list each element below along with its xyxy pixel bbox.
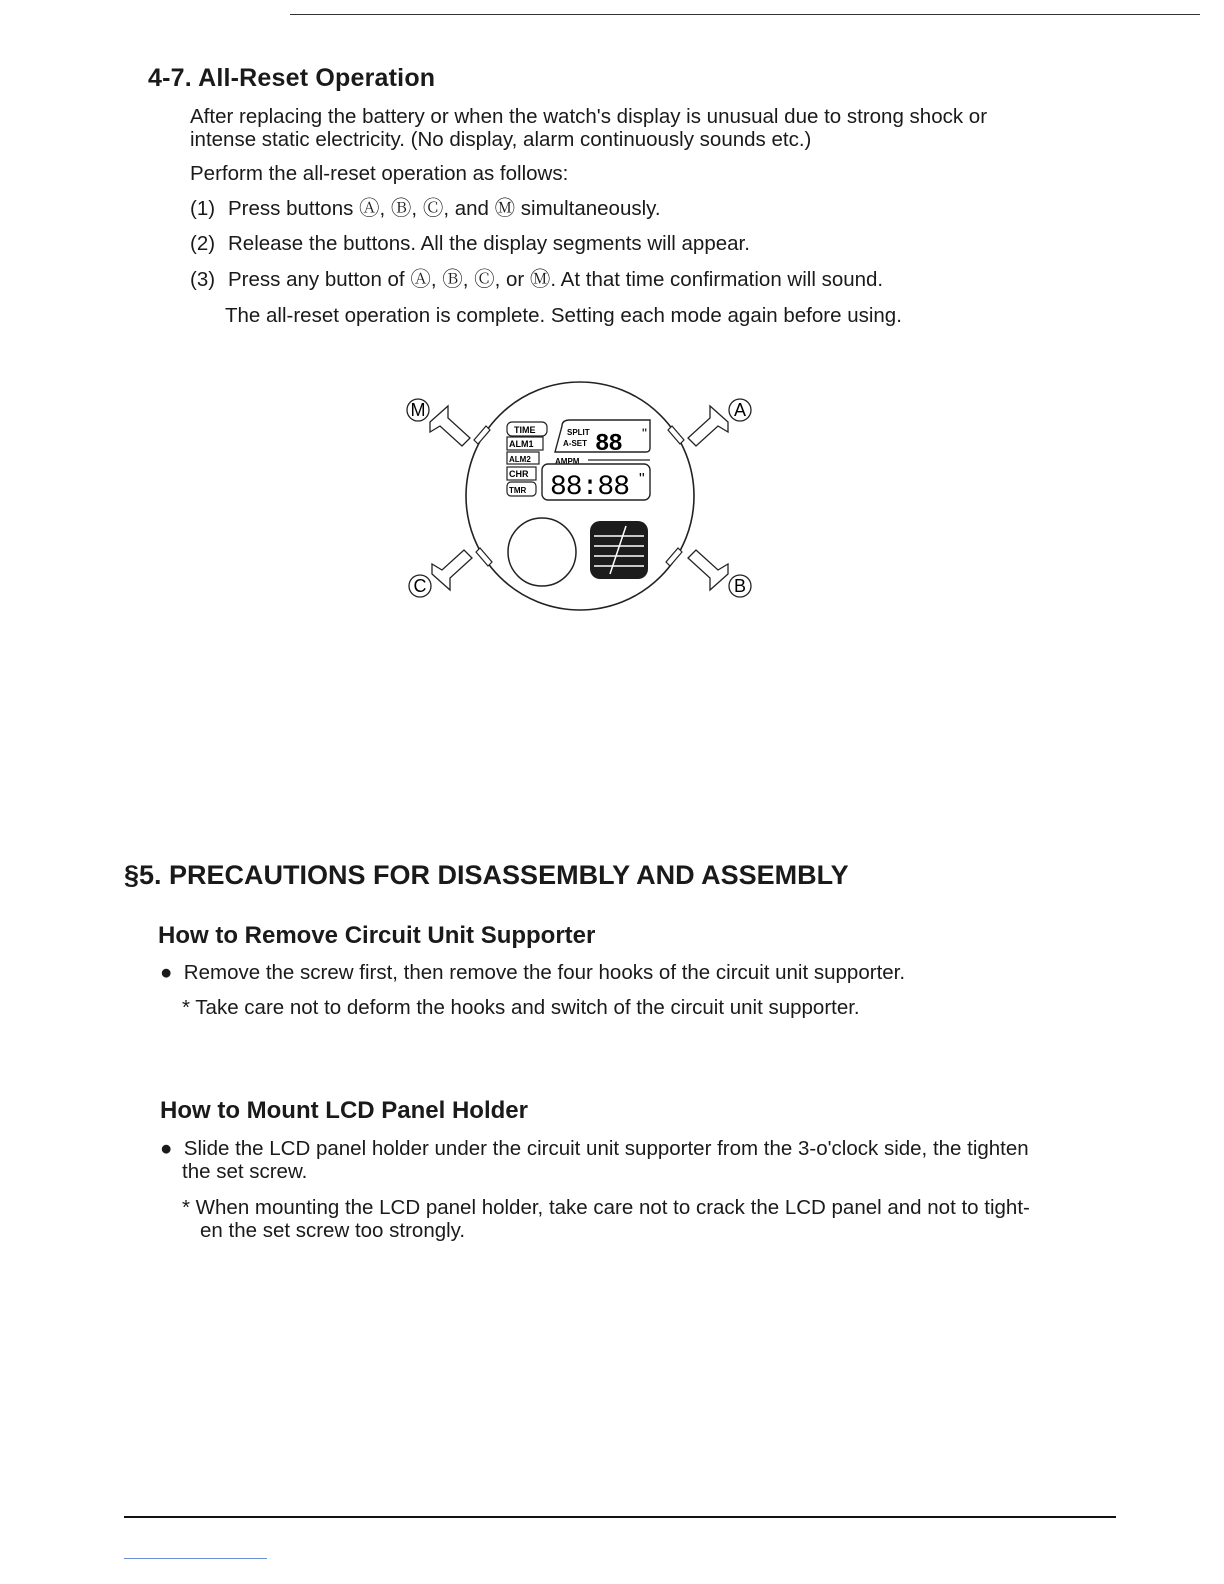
- mount-bullet-cont: the set screw.: [182, 1160, 308, 1183]
- button-a-stem: [668, 426, 684, 444]
- remove-bullet: [160, 961, 905, 984]
- watch-module-diagram: [390, 376, 770, 616]
- seconds-mark: ": [642, 425, 647, 441]
- arrow-a-icon: [688, 406, 728, 446]
- coil-block: [590, 521, 648, 579]
- arrow-m-icon: [430, 406, 470, 446]
- intro-line-2: intense static electricity. (No display, alarm continuously sounds etc.): [190, 128, 812, 151]
- perform-text: Perform the all-reset operation as follows:: [190, 162, 569, 185]
- ampm-label: AMPM: [555, 457, 580, 466]
- arrow-b-icon: [688, 550, 728, 590]
- step-2: [190, 232, 750, 255]
- mount-note-line-1: * When mounting the LCD panel holder, take care not to crack the LCD panel and not to tight-: [182, 1196, 1030, 1219]
- mount-bullet: [160, 1137, 1029, 1160]
- step-number: (1): [190, 197, 216, 220]
- split-label: SPLIT: [567, 428, 590, 437]
- remove-note: * Take care not to deform the hooks and switch of the circuit unit supporter.: [182, 996, 860, 1019]
- section-heading-all-reset: 4-7. All-Reset Operation: [148, 64, 436, 92]
- step-number: (2): [190, 232, 216, 255]
- mode-label-time: TIME: [514, 425, 536, 435]
- button-m-label: M: [410, 400, 426, 420]
- seconds-digits: 88: [595, 431, 622, 458]
- step-number: (3): [190, 268, 216, 291]
- button-c-label: C: [413, 576, 427, 596]
- bottom-rule: [124, 1516, 1116, 1518]
- arrow-c-icon: [432, 550, 472, 590]
- mode-label-alm2: ALM2: [509, 455, 531, 464]
- complete-text: The all-reset operation is complete. Setting each mode again before using.: [225, 304, 902, 327]
- time-seconds-mark: ": [639, 471, 645, 488]
- top-rule: [290, 14, 1200, 15]
- step-text: Press any button of Ⓐ, Ⓑ, Ⓒ, or Ⓜ. At that time confirmation will sound.: [228, 268, 884, 291]
- subheading-mount-holder: How to Mount LCD Panel Holder: [160, 1097, 528, 1124]
- round-component: [508, 518, 576, 586]
- bullet-text: Slide the LCD panel holder under the circuit unit supporter from the 3-o'clock side, the tighten: [183, 1137, 1029, 1160]
- button-a-label: A: [733, 400, 747, 420]
- button-b-label: B: [733, 576, 747, 596]
- mode-label-alm1: ALM1: [509, 439, 534, 449]
- aset-label: A-SET: [563, 439, 587, 448]
- step-text: Press buttons Ⓐ, Ⓑ, Ⓒ, and Ⓜ simultaneously.: [228, 197, 661, 220]
- footer-blue-rule: [124, 1558, 267, 1559]
- time-digits: 88:88: [550, 472, 630, 503]
- bullet-icon: ●: [160, 1137, 173, 1160]
- step-1: [190, 197, 661, 220]
- mode-labels: [507, 422, 547, 496]
- mount-note-line-2: en the set screw too strongly.: [200, 1219, 466, 1242]
- step-3: [190, 268, 883, 291]
- button-b-stem: [666, 548, 682, 566]
- bullet-icon: ●: [160, 961, 173, 984]
- intro-line-1: After replacing the battery or when the watch's display is unusual due to strong shock or: [190, 105, 988, 128]
- button-c-stem: [476, 548, 492, 566]
- step-text: Release the buttons. All the display segments will appear.: [228, 232, 750, 255]
- mode-label-chr: CHR: [509, 469, 529, 479]
- section-heading-precautions: §5. PRECAUTIONS FOR DISASSEMBLY AND ASSEMBLY: [124, 860, 849, 890]
- subheading-remove-supporter: How to Remove Circuit Unit Supporter: [158, 922, 596, 949]
- bullet-text: Remove the screw first, then remove the four hooks of the circuit unit supporter.: [183, 961, 906, 984]
- button-m-stem: [474, 426, 490, 444]
- mode-label-tmr: TMR: [509, 486, 527, 495]
